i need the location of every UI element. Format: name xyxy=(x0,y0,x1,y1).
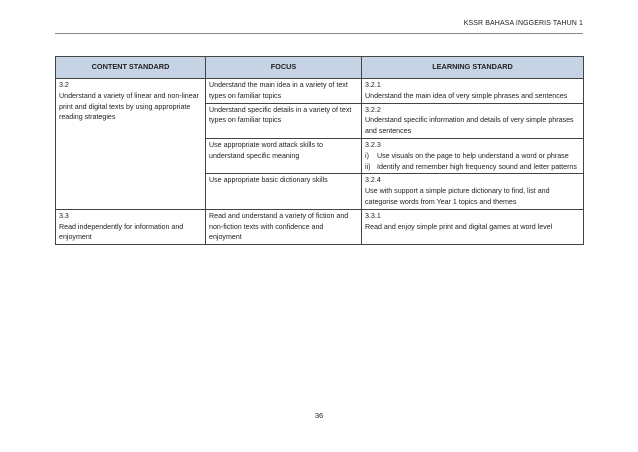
learning-standard-cell xyxy=(362,79,584,104)
list-item-marker: ii) xyxy=(365,162,371,171)
column-header-learning-standard: LEARNING STANDARD xyxy=(362,57,584,79)
table-row xyxy=(56,209,584,244)
list-item-marker: i) xyxy=(365,151,369,160)
list-item-text: Identify and remember high frequency sound and letter patterns xyxy=(377,162,577,171)
content-standard-code: 3.3 xyxy=(59,211,69,220)
learning-standard-code: 3.2.2 xyxy=(365,105,381,114)
learning-standard-code: 3.2.1 xyxy=(365,81,381,89)
learning-standard-text: Understand the main idea of very simple phrases and sentences xyxy=(365,91,568,100)
focus-cell: Use appropriate word attack skills to understand specific meaning xyxy=(206,138,362,173)
focus-cell: Use appropriate basic dictionary skills xyxy=(206,174,362,209)
list-item-text: Use visuals on the page to help understand a word or phrase xyxy=(377,151,569,160)
content-standard-text: Understand a variety of linear and non-linear print and digital texts by using appropriate reading strategies xyxy=(59,91,199,122)
learning-standard-code: 3.2.3 xyxy=(365,140,381,149)
learning-standard-list xyxy=(365,151,580,173)
column-header-content-standard: CONTENT STANDARD xyxy=(56,57,206,79)
table-row xyxy=(56,79,584,104)
learning-standard-code: 3.2.4 xyxy=(365,176,381,185)
focus-cell: Read and understand a variety of fiction and non-fiction texts with confidence and enjoyment xyxy=(206,209,362,244)
column-header-focus: FOCUS xyxy=(206,57,362,79)
standards-table xyxy=(55,56,584,245)
content-standard-code: 3.2 xyxy=(59,81,69,89)
learning-standard-cell xyxy=(362,174,584,209)
table-header-row xyxy=(56,57,584,79)
learning-standard-text: Read and enjoy simple print and digital games at word level xyxy=(365,222,553,231)
list-item xyxy=(365,151,580,162)
learning-standard-cell xyxy=(362,103,584,138)
running-header: KSSR BAHASA INGGERIS TAHUN 1 xyxy=(463,20,583,27)
content-standard-text: Read independently for information and enjoyment xyxy=(59,222,184,242)
focus-cell: Understand the main idea in a variety of text types on familiar topics xyxy=(206,79,362,104)
focus-cell: Understand specific details in a variety of text types on familiar topics xyxy=(206,103,362,138)
list-item xyxy=(365,162,580,173)
page-number: 36 xyxy=(314,411,324,420)
header-rule xyxy=(55,33,583,34)
learning-standard-cell xyxy=(362,209,584,244)
content-standard-cell xyxy=(56,209,206,244)
learning-standard-text: Use with support a simple picture dictionary to find, list and categorise words from Year 1 topics and themes xyxy=(365,187,550,206)
content-standard-cell xyxy=(56,79,206,210)
learning-standard-code: 3.3.1 xyxy=(365,211,381,220)
learning-standard-text: Understand specific information and details of very simple phrases and sentences xyxy=(365,116,574,136)
learning-standard-cell xyxy=(362,138,584,173)
